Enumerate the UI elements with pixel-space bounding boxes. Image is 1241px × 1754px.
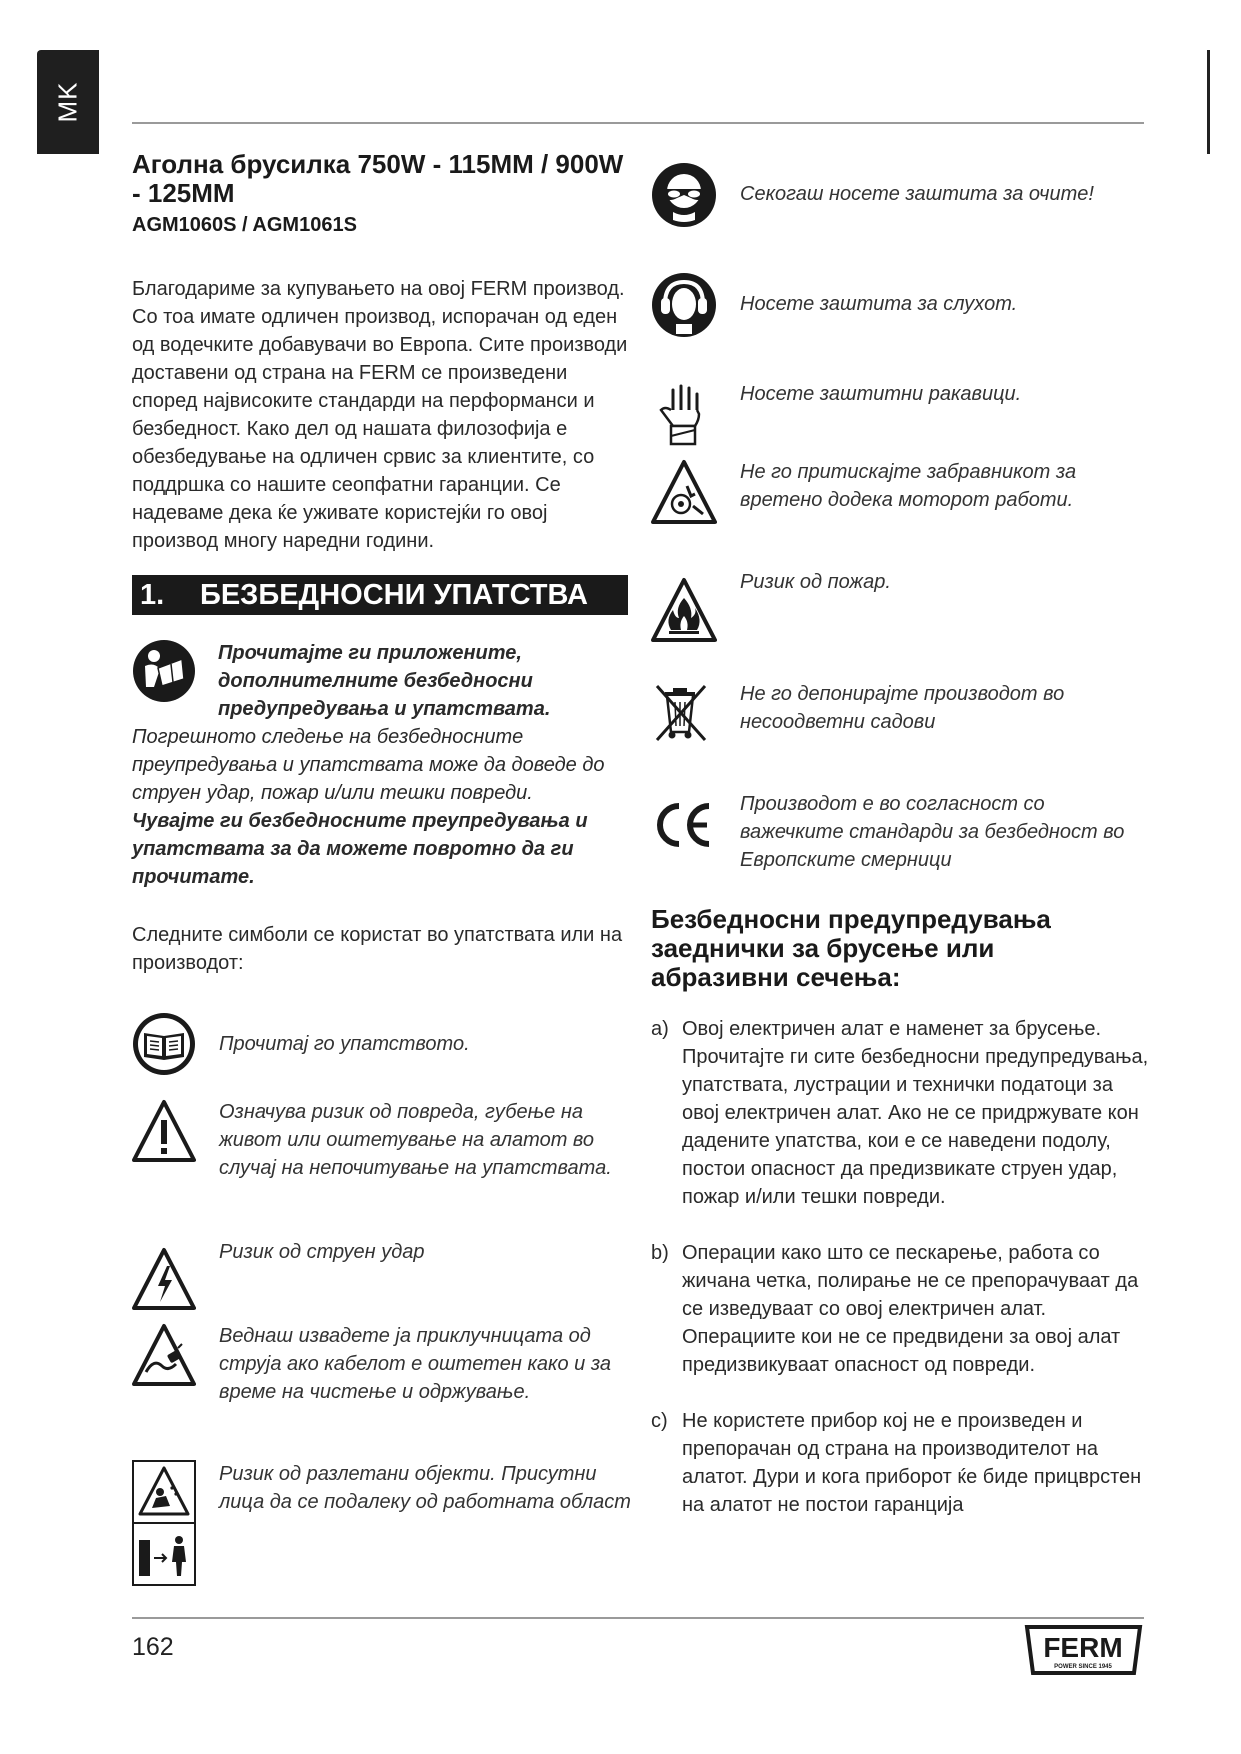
gloves-icon: [651, 380, 717, 453]
manual-icon: [132, 1012, 196, 1076]
ce-mark-icon: [651, 800, 717, 855]
top-divider: [132, 122, 1144, 124]
warning-item: [651, 1239, 1151, 1379]
warning-item: [651, 1015, 1151, 1211]
warning-item: [651, 1407, 1151, 1519]
section-title: БЕЗБЕДНОСНИ УПАТСТВА: [200, 579, 588, 611]
warning-marker: b): [651, 1242, 669, 1264]
read-manual-person-icon: [132, 639, 196, 703]
eye-protection-icon: [651, 162, 717, 233]
unplug-icon: [132, 1322, 196, 1388]
symbol-text: Секогаш носете заштита за очите!: [740, 183, 1094, 205]
weee-bin-icon: [651, 680, 717, 749]
warning-text: Овој електричен алат е наменет за брусење. Прочитајте ги сите безбедносни предупредувања, упатствата, лустрации и технички податоци за овој електричен алат. Ако не се придржувате кон дадените упатства, кои е се наведени подолу, постои опасност да предизвикате струен удар, пожар и/или тешки повреди.: [682, 1018, 1149, 1208]
warnings-heading: Безбедносни предупредувања заеднички за брусење или абразивни сечења:: [651, 904, 1051, 992]
language-code: MK: [52, 81, 83, 123]
symbol-text: Ризик од разлетани објекти. Присутни лица да се подалеку од работната област: [219, 1463, 631, 1513]
model-numbers: AGM1060S / AGM1061S: [132, 214, 357, 236]
warnings-list: [651, 1015, 1151, 1547]
keep-instructions-note: Чувајте ги безбедносните преупредувања и упатствата за да можете повротно да ги прочитате.: [132, 810, 588, 888]
electric-shock-icon: [132, 1246, 196, 1312]
warning-marker: c): [651, 1410, 668, 1432]
spindle-lock-icon: [651, 458, 717, 531]
symbol-text: Означува ризик од повреда, губење на живот или оштетување на алатот во случај на непочитување на упатствата.: [219, 1101, 612, 1179]
logo-tagline: POWER SINCE 1945: [1054, 1664, 1112, 1670]
symbol-text: Не го притискајте забравникот за вретено додека моторот работи.: [740, 461, 1077, 511]
warning-text: Не користете прибор кој не е произведен и препорачан од страна на производителот на алатот. Дури и кога приборот ќе биде прицврстен на алатот не постои гаранција: [682, 1410, 1142, 1516]
ear-protection-icon: [651, 272, 717, 343]
symbols-intro: Следните симболи се користат во упатствата или на производот:: [132, 924, 623, 974]
symbol-text: Носете заштитни ракавици.: [740, 383, 1022, 405]
section-number: 1.: [140, 579, 165, 611]
logo-brand: FERM: [1043, 1632, 1123, 1663]
ferm-logo: [1021, 1625, 1146, 1675]
fire-icon: [651, 576, 717, 649]
page-number: 162: [132, 1633, 174, 1661]
symbol-text: Прочитај го упатството.: [219, 1033, 470, 1055]
warning-icon: [132, 1098, 196, 1164]
symbol-text: Веднаш извадете ја приклучницата од струја ако кабелот е оштетен како и за време на чистење и одржување.: [219, 1325, 612, 1403]
symbol-text: Носете заштита за слухот.: [740, 293, 1018, 315]
bottom-divider: [132, 1617, 1144, 1619]
read-instructions-body: Погрешното следење на безбедносните преупредувања и упатствата може да доведе до струен удар, пожар и/или тешки повреди.: [132, 726, 605, 804]
left-column: [132, 150, 634, 977]
warning-marker: a): [651, 1018, 669, 1040]
symbol-text: Производот е во согласност со важечките стандарди за безбедност во Европските смерници: [740, 793, 1125, 871]
symbol-text: Ризик од пожар.: [740, 571, 891, 593]
intro-paragraph: Благодариме за купувањето на овој FERM производ. Со тоа имате одличен производ, испорачан од еден од водечките добавувачи во Европа. Сите производи доставени од страна на FERM се произведени според највисоките стандарди на перформанси и безбедност. Како дел од нашата филозофија е обезбедување на одличен срвис за клиентите, со поддршка со нашите сеопфатни гаранции. Се надеваме дека ќе уживате користејќи го овој производ многу наредни години.: [132, 278, 628, 552]
symbol-text: Не го депонирајте производот во несоодветни садови: [740, 683, 1065, 733]
language-tab: [37, 50, 99, 154]
read-instructions-block: [132, 639, 634, 891]
page-edge-mark: [1207, 50, 1210, 154]
symbol-text: Ризик од струен удар: [219, 1241, 425, 1263]
section-heading: [132, 575, 628, 615]
document-title: Аголна брусилка 750W - 115MM / 900W - 125MM: [132, 149, 624, 208]
flying-objects-icon: [132, 1460, 196, 1586]
warning-text: Операции како што се пескарење, работа со жичана четка, полирање не се препорачуваат да се изведуваат со овој електричен алат. Операциите кои не се предвидени за овој алат предизвикуваат опасност од повреди.: [682, 1242, 1139, 1376]
read-instructions-heading: Прочитајте ги приложените, дополнителните безбедносни предупредувања и упатствата.: [218, 642, 551, 720]
